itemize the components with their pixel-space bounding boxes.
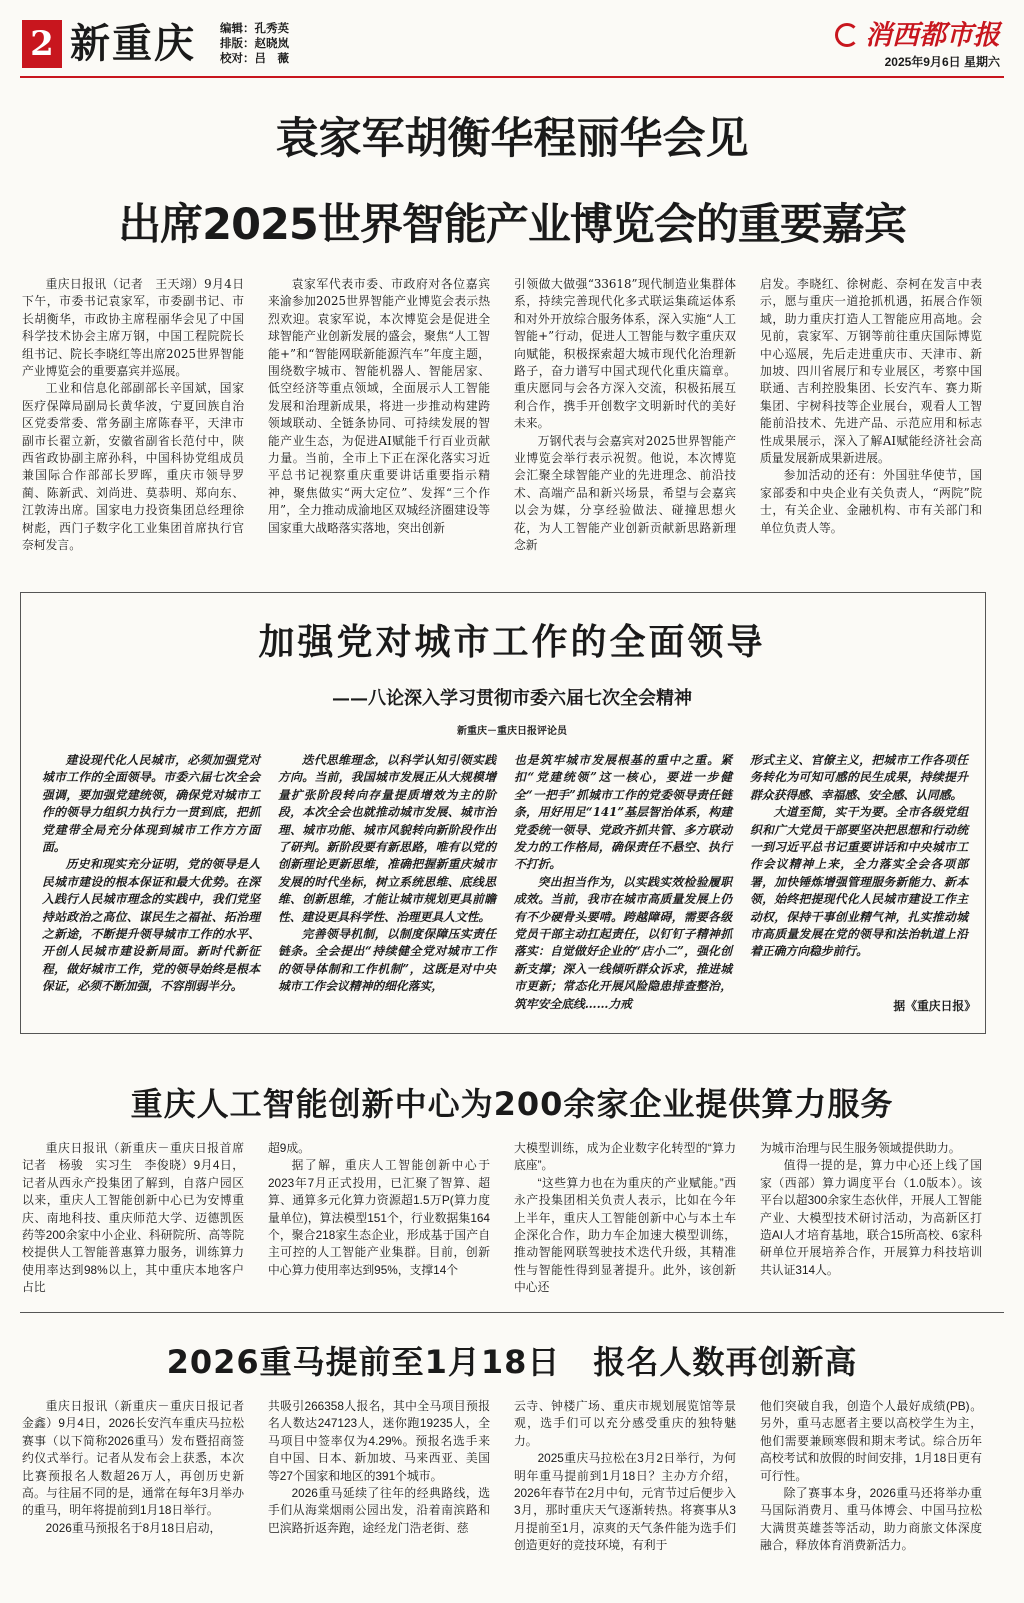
paragraph: 超9成。 xyxy=(268,1141,310,1155)
article4-col3 xyxy=(514,1398,736,1598)
article2-byline: 新重庆－重庆日报评论员 xyxy=(457,726,567,737)
paragraph: 他们突破自我，创造个人最好成绩(PB)。另外，重马志愿者主要以高校学生为主，他们需要兼顾寒假和期末考试。综合历年高校考试和放假的时间安排，1月18日更有可行性。 xyxy=(760,1399,982,1483)
logo-icon xyxy=(835,23,859,47)
paragraph: 引领做大做强“33618”现代制造业集群体系，持续完善现代化多式联运集疏运体系和对外开放综合服务体系，深入实施“人工智能+”行动，促进人工智能与数字重庆双向赋能，积极探索超大城市现代化治理新路子，奋力谱写中国式现代化重庆篇章。重庆愿同与会各方深入交流，积极拓展互利合作，携手开创数字文明新时代的美好未来。 xyxy=(514,277,736,431)
paragraph: 完善领导机制，以制度保障压实责任链条。全会提出“持续健全党对城市工作的领导体制和工作机制”，这既是对中央城市工作会议精神的细化落实， xyxy=(278,927,496,994)
article4-title: 2026重马提前至1月18日 报名人数再创新高 xyxy=(166,1343,858,1381)
editor-line: 排版：赵晓岚 xyxy=(220,38,289,50)
paragraph: 参加活动的还有：外国驻华使节，国家部委和中央企业有关负责人，“两院”院士，有关企业、金融机构、市有关部门和单位负责人等。 xyxy=(760,468,982,535)
paragraph: 形式主义、官僚主义，把城市工作各项任务转化为可知可感的民生成果，持续提升群众获得感、幸福感、安全感、认同感。 xyxy=(750,753,968,802)
article-divider xyxy=(20,1312,1004,1313)
paragraph: 为城市治理与民生服务领域提供助力。 xyxy=(760,1141,961,1155)
issue-date: 2025年9月6日 星期六 xyxy=(884,55,1000,69)
paragraph: 重庆日报讯（新重庆－重庆日报首席记者 杨骏 实习生 李俊晓）9月4日，记者从西永产投集团了解到，自落户园区以来，重庆人工智能创新中心已为安博重庆、南地科技、重庆师范大学、迈德凯医药等200余家中小企业、科研院所、高等院校提供人工智能普惠算力服务，训练算力使用率达到98%以上，其中重庆本地客户占比 xyxy=(22,1141,244,1295)
paragraph: 启发。李晓红、徐树彪、奈柯在发言中表示，愿与重庆一道抢抓机遇，拓展合作领域，助力重庆打造人工智能应用高地。会见前，袁家军、万钢等前往重庆国际博览中心巡展，先后走进重庆市、天津市、新加坡、四川省展厅和专业展区，考察中国联通、吉利控股集团、长安汽车、赛力斯集团、宇树科技等企业展台，观看人工智能前沿技术、先进产品、示范应用和标志性成果展示，深入了解AI赋能经济社会高质量发展新成果新进展。 xyxy=(760,277,982,466)
article2-subtitle: ——八论深入学习贯彻市委六届七次全会精神 xyxy=(332,688,692,709)
paragraph: 云寺、钟楼广场、重庆市规划展览馆等景观，选手们可以充分感受重庆的独特魅力。 xyxy=(514,1399,736,1448)
article2-col3 xyxy=(514,752,732,1012)
article3-col4 xyxy=(760,1140,982,1290)
article2-col2 xyxy=(278,752,496,1012)
page-number: 2 xyxy=(22,20,62,68)
paragraph: 2026重马预报名于8月18日启动， xyxy=(45,1520,222,1535)
section-title: 新重庆 xyxy=(70,20,196,67)
header-rule xyxy=(20,76,1004,78)
paragraph: 袁家军代表市委、市政府对各位嘉宾来渝参加2025世界智能产业博览会表示热烈欢迎。袁家军说，本次博览会是促进全球智能产业创新发展的盛会，聚焦“人工智能+”和“智能网联新能源汽车”年度主题，围绕数字城市、智能机器人、智能居家、低空经济等重点领域，全面展示人工智能发展和治理新成果，将进一步推动构建跨领域联动、全链条协同、可持续发展的智能产业生态，为促进AI赋能千行百业贡献力量。当前，全市上下正在深化落实习近平总书记视察重庆重要讲话重要指示精神，聚焦做实“两大定位”、发挥“三个作用”，全力推动成渝地区双城经济圈建设等国家重大战略落实落地，突出创新 xyxy=(268,277,490,535)
article3-title: 重庆人工智能创新中心为200余家企业提供算力服务 xyxy=(130,1085,894,1123)
paragraph: 据了解，重庆人工智能创新中心于2023年7月正式投用，已汇聚了智算、超算、通算多元化算力资源超1.5万P(算力度量单位)，算法模型151个，行业数据集164个，聚合218家生态企业，形成基于国产自主可控的人工智能产业集群。目前，创新中心算力使用率达到95%，支撑14个 xyxy=(268,1158,490,1277)
article4-col1 xyxy=(22,1398,256,1598)
editor-line: 校对：吕 薇 xyxy=(220,53,289,65)
editors-list xyxy=(220,22,289,67)
paragraph: 除了赛事本身，2026重马还将举办重马国际消费月、重马体博会、中国马拉松大满贯英雄荟等活动，助力商旅文体深度融合，释放体育消费新活力。 xyxy=(760,1486,982,1553)
editor-line: 编辑：孔秀英 xyxy=(220,23,289,35)
article3-col1 xyxy=(22,1140,244,1295)
paragraph: 共吸引266358人报名，其中全马项目预报名人数达247123人，迷你跑19235人，全马项目中签率仅为4.29%。预报名选手来自中国、日本、新加坡、马来西亚、美国等27个国家和地区的391个城市。 xyxy=(268,1399,490,1483)
paragraph: 值得一提的是，算力中心还上线了国家（西部）算力调度平台（1.0版本）。该平台以超300余家生态伙伴，开展人工智能产业、大模型技术研讨活动，为高新区打造AI人才培育基地，联合15所高校、6家科研单位开展培养合作，开展算力科技培训共认证314人。 xyxy=(760,1158,982,1277)
article4-col4 xyxy=(760,1398,982,1598)
paragraph: 历史和现实充分证明，党的领导是人民城市建设的根本保证和最大优势。在深入践行人民城市理念的实践中，我们党坚持站政治之高位、谋民生之福祉、拓治理之新途，不断提升领导城市工作的水平、开创人民城市建设新局面。新时代新征程，做好城市工作，党的领导始终是根本保证，必须不断加强，不容削弱半分。 xyxy=(42,857,260,994)
article1-col2 xyxy=(268,276,490,544)
article2-title: 加强党对城市工作的全面领导 xyxy=(258,622,766,663)
paragraph: 重庆日报讯（记者 王天翊）9月4日下午，市委书记袁家军，市委副书记、市长胡衡华，市政协主席程丽华会见了中国科学技术协会主席万钢，中国工程院院长组书记、院长李晓红等出席2025世界智能产业博览会的重要嘉宾并巡展。 xyxy=(22,277,244,379)
paragraph: 建设现代化人民城市，必须加强党对城市工作的全面领导。市委六届七次全会强调，要加强党建统领，确保党对城市工作的领导力组织力执行力一贯到底，把抓党建带全局充分体现到城市工作方方面面。 xyxy=(42,753,260,855)
article1-col3 xyxy=(514,276,736,553)
paragraph: 2026重马延续了往年的经典路线，选手们从海棠烟雨公园出发，沿着南滨路和巴滨路折返奔跑，途经龙门浩老街、慈 xyxy=(268,1486,490,1535)
paragraph: 万钢代表与会嘉宾对2025世界智能产业博览会举行表示祝贺。他说，本次博览会汇聚全球智能产业的先进理念、前沿技术、高端产品和新兴场景，希望与会嘉宾以会为媒，分享经验做法、碰撞思想火花，为人工智能产业创新贡献新思路新理念新 xyxy=(514,433,736,553)
paragraph: 也是筑牢城市发展根基的重中之重。紧扣“党建统领”这一核心，要进一步健全“一把手”抓城市工作的党委领导责任链条，用好用足“141”基层智治体系，构建党委统一领导、党政齐抓共管、多方联动发力的工作格局，确保责任不悬空、执行不打折。 xyxy=(514,753,732,872)
article2-source: 据《重庆日报》 xyxy=(893,999,976,1013)
paragraph: 大模型训练，成为企业数字化转型的“算力底座”。 xyxy=(514,1141,736,1173)
newspaper-logo xyxy=(835,20,1000,52)
article2-col4 xyxy=(750,752,968,992)
article3-col2 xyxy=(268,1140,490,1290)
article2-col1 xyxy=(42,752,260,1012)
masthead xyxy=(0,0,1024,80)
paragraph: 工业和信息化部副部长辛国斌，国家医疗保障局副局长黄华波，宁夏回族自治区党委常委、常务副主席陈春平，天津市副市长翟立新，安徽省副省长范付中，陕西省政协副主席孙科，中国科协党组成员兼国际合作部部长罗晖，重庆市领导罗蔺、陈新武、刘尚进、莫恭明、郑向东、江敦涛出席。国家电力投资集团总经理徐树彪，西门子数字化工业集团首席执行官奈柯发言。 xyxy=(22,381,244,553)
article1-col1 xyxy=(22,276,244,553)
article1-title-line1: 袁家军胡衡华程丽华会见 xyxy=(275,114,749,164)
article3-col3 xyxy=(514,1140,736,1295)
paragraph: 突出担当作为，以实践实效检验履职成效。当前，我市在城市高质量发展上仍有不少硬骨头要啃。跨越障碍，需要各级党员干部主动扛起责任，以钉钉子精神抓落实：自觉做好企业的“店小二”，强化创新支撑；深入一线倾听群众诉求，推进城市更新；常态化开展风险隐患排查整治，筑牢安全底线……力戒 xyxy=(514,874,732,1011)
article1-title-line2: 出席2025世界智能产业博览会的重要嘉宾 xyxy=(118,200,906,250)
paragraph: 重庆日报讯（新重庆－重庆日报记者 金鑫）9月4日，2026长安汽车重庆马拉松赛事（以下简称2026重马）发布暨招商签约仪式举行。记者从发布会上获悉，本次比赛预报名人数超26万人，再创历史新高。与往届不同的是，通常在每年3月举办的重马，明年将提前到1月18日举行。 xyxy=(22,1399,256,1518)
paragraph: “这些算力也在为重庆的产业赋能。”西永产投集团相关负责人表示，比如在今年上半年，重庆人工智能创新中心与本土车企深化合作，助力车企加速大模型训练，推动智能网联驾驶技术迭代升级，其精准性与智能性得到显著提升。此外，该创新中心还 xyxy=(514,1175,736,1295)
article4-col2 xyxy=(268,1398,490,1598)
logo-text: 消西都市报 xyxy=(865,20,1000,51)
paragraph: 大道至简，实干为要。全市各级党组织和广大党员干部要坚决把思想和行动统一到习近平总书记重要讲话和中央城市工作会议精神上来，全力落实全会各项部署，加快锤炼增强管理服务新能力、新本领，始终把提现代化人民城市建设工作主动权，保持干事创业精气神，扎实推动城市高质量发展在党的领导和法治轨道上沿着正确方向稳步前行。 xyxy=(750,805,968,959)
article1-col4 xyxy=(760,276,982,544)
paragraph: 2025重庆马拉松在3月2日举行，为何明年重马提前到1月18日？主办方介绍，2026年春节在2月中旬，元宵节过后便步入3月，那时重庆天气逐渐转热。将赛事从3月提前至1月，凉爽的天气条件能为选手们创造更好的竞技环境，有利于 xyxy=(514,1451,736,1553)
paragraph: 迭代思维理念，以科学认知引领实践方向。当前，我国城市发展正从大规模增量扩张阶段转向存量提质增效为主的阶段，本次全会也就推动城市发展、城市治理、城市功能、城市风貌转向新阶段作出了研判。新阶段要有新思路，唯有以党的创新理论更新思维，准确把握新重庆城市发展的时代坐标，树立系统思维、底线思维、创新思维，才能让城市规划更具前瞻性、建设更具科学性、治理更具人文性。 xyxy=(278,753,496,924)
